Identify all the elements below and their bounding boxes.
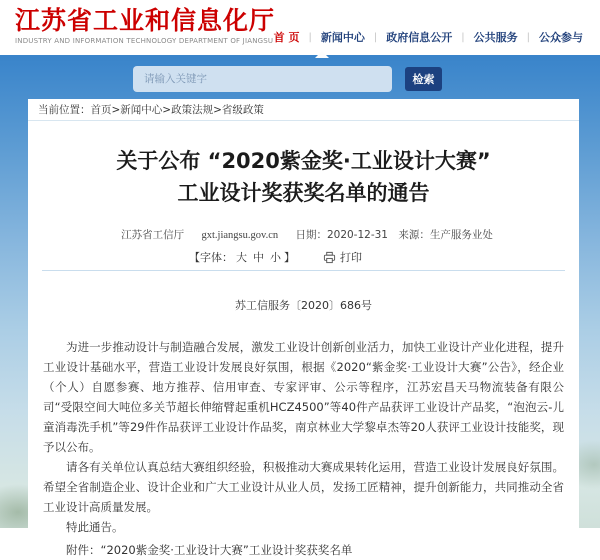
meta-site-url: gxt.jiangsu.gov.cn	[201, 230, 279, 241]
nav-separator: |	[526, 31, 530, 43]
font-label-close: 】	[284, 251, 295, 264]
nav-separator: |	[373, 31, 378, 43]
site-header	[0, 0, 600, 55]
nav-item-public-service[interactable]: 公共服务	[473, 31, 518, 44]
printer-icon	[323, 251, 336, 264]
attachment-link[interactable]: 附件：“2020紫金奖·工业设计大赛”工业设计奖获奖名单	[66, 543, 353, 557]
article-body	[43, 337, 564, 537]
content-panel	[28, 99, 579, 557]
paragraph: 请各有关单位认真总结大赛组织经验，积极推动大赛成果转化运用，营造工业设计发展良好氛围。希望全省制造企业、设计企业和广大工业设计从业人员，发扬工匠精神，提升创新能力，共同推动全省工业设计高质量发展。	[43, 460, 564, 514]
font-size-medium[interactable]: 中	[253, 251, 264, 264]
nav-item-news[interactable]: 新闻中心	[320, 31, 365, 44]
active-nav-caret-icon	[315, 51, 329, 58]
paragraph: 为进一步推动设计与制造融合发展，激发工业设计创新创业活力，加快工业设计产业化进程，提升工业设计基础水平，营造工业设计发展良好氛围，根据《2020“紫金奖·工业设计大赛”公告》，经企业（个人）自愿参赛、地方推荐、信用审查、专家评审、公示等程序，江苏宏昌天马物流装备有限公司“受限空间大吨位多关节超长伸缩臂起重机HCZ4500”等40件产品获评工业设计产品奖，“泡泡云-儿童消毒洗手机”等29件作品获评工业设计作品奖，南京林业大学黎卓杰等20人获评工业设计技能奖，现予以公布。	[43, 340, 564, 454]
font-label-open: 【字体：	[189, 251, 233, 264]
font-size-controls	[189, 250, 579, 264]
meta-divider	[42, 270, 565, 271]
article-title-line2: 工业设计奖获奖名单的通告	[177, 181, 430, 205]
site-subtitle-en: INDUSTRY AND INFORMATION TECHNOLOGY DEPARTMENT OF JIANGSU	[15, 37, 274, 45]
article-title	[28, 145, 579, 209]
search-input[interactable]	[133, 66, 392, 92]
article-meta	[28, 227, 579, 242]
breadcrumb[interactable]: 当前位置：首页>新闻中心>政策法规>省级政策	[28, 99, 579, 121]
nav-separator: |	[461, 31, 465, 43]
meta-date: 日期：2020-12-31	[295, 229, 388, 241]
nav-item-gov-info[interactable]: 政府信息公开	[386, 31, 453, 44]
main-nav	[265, 29, 592, 45]
nav-item-home[interactable]: 首 页	[273, 31, 300, 44]
document-number: 苏工信服务〔2020〕686号	[235, 299, 372, 312]
print-button[interactable]	[323, 249, 362, 265]
article-title-line1: 关于公布 “2020紫金奖·工业设计大赛”	[116, 149, 491, 173]
font-size-large[interactable]: 大	[236, 251, 247, 264]
meta-source: 来源：生产服务业处	[398, 229, 493, 241]
nav-separator: |	[308, 31, 312, 43]
paragraph: 特此通告。	[66, 520, 124, 534]
meta-org: 江苏省工信厅	[121, 229, 185, 241]
search-button[interactable]: 检索	[405, 67, 442, 91]
print-label[interactable]: 打印	[340, 251, 362, 264]
site-title[interactable]: 江苏省工业和信息化厅	[15, 6, 276, 35]
font-size-small[interactable]: 小	[270, 251, 281, 264]
nav-item-participation[interactable]: 公众参与	[539, 31, 583, 44]
site-logo[interactable]	[15, 7, 275, 45]
